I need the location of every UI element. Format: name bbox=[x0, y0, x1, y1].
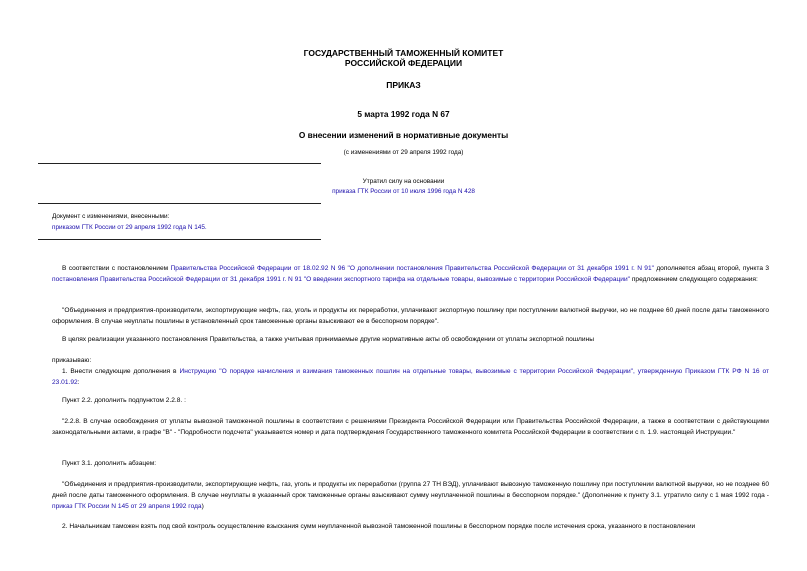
document-type: ПРИКАЗ bbox=[386, 80, 421, 90]
regulation-link[interactable]: постановления Правительства Российской Федерации от 31 декабря 1991 г. N 91 "О введении экспортного тарифа на отдельные товары, вывозимые с территории Российской Федерации" bbox=[52, 276, 630, 283]
status-link[interactable]: приказа ГТК России от 10 июля 1996 года N 428 bbox=[332, 188, 475, 195]
paragraph-4: приказываю: bbox=[52, 357, 92, 364]
paragraph-6: Пункт 2.2. дополнить подпунктом 2.2.8. : bbox=[62, 397, 186, 404]
paragraph-3: В целях реализации указанного постановления Правительства, а также учитывая принимаемые другие нормативные акты об освобождении от уплаты экспортной пошлины bbox=[62, 336, 594, 343]
document-date-number: 5 марта 1992 года N 67 bbox=[357, 109, 450, 119]
paragraph-9 bbox=[52, 479, 769, 512]
text: предложением следующего содержания: bbox=[630, 276, 758, 283]
text: "Объединения и предприятия-производители, экспортирующие нефть, газ, уголь и продукты их переработки (группа 27 ТН ВЭД), уплачивают вывозную таможенную пошлину при поступлении валютной выручки, но не позднее 60 дней после даты таможенного оформления. В случае неуплаты в указанный срок таможенные органы взыскивают сумму неуплаченной пошлины в бесспорном порядке." (Дополнение к пункту 3.1. утратило силу с 1 мая 1992 года - bbox=[52, 481, 769, 499]
divider bbox=[38, 239, 321, 240]
paragraph-2: "Объединения и предприятия-производители, экспортирующие нефть, газ, уголь и продукты их переработки, уплачивают экспортную пошлину при поступлении валютной выручки, но не позднее 60 дней после даты таможенного оформления. В случае неуплаты пошлины в установленный срок таможенные органы взыскивают ее в бесспорном порядке". bbox=[52, 307, 769, 325]
paragraph-5 bbox=[52, 366, 769, 388]
document-title: О внесении изменений в нормативные документы bbox=[298, 130, 509, 140]
text: 1. Внести следующие дополнения в bbox=[62, 368, 180, 375]
changes-link[interactable]: приказом ГТК России от 29 апреля 1992 года N 145. bbox=[52, 224, 207, 231]
regulation-link[interactable]: Правительства Российской Федерации от 18.02.92 N 96 "О дополнении постановления Правительства Российской Федерации от 31 декабря 1991 г. N 91" bbox=[170, 265, 654, 272]
changes-text: Документ с изменениями, внесенными: bbox=[52, 213, 170, 220]
text: В соответствии с постановлением bbox=[62, 265, 171, 272]
text: дополняется абзац второй, пункта 3 bbox=[653, 265, 770, 272]
paragraph-8: Пункт 3.1. дополнить абзацем: bbox=[62, 460, 157, 467]
paragraph-10: 2. Начальникам таможен взять под свой контроль осуществление взыскания сумм неуплаченной вывозной таможенной пошлины в бесспорном порядке после истечения срока, указанного в постановлении bbox=[62, 523, 696, 530]
org-name-line1: ГОСУДАРСТВЕННЫЙ ТАМОЖЕННЫЙ КОМИТЕТ bbox=[303, 48, 504, 58]
text: ) bbox=[201, 503, 204, 510]
amendments-note: (с изменениями от 29 апреля 1992 года) bbox=[343, 149, 464, 156]
paragraph-7: "2.2.8. В случае освобождения от уплаты вывозной таможенной пошлины в соответствии с решениями Президента Российской Федерации или Правительства Российской Федерации, а также в соответствии с действующими законодательными актами, в графе "В" - "Подробности подсчета" указывается номер и дата подтверждения Государственного таможенного комитета Российской Федерации в соответствии с п. 1.9. настоящей Инструкции." bbox=[52, 418, 769, 436]
divider bbox=[38, 163, 321, 164]
status-text: Утратил силу на основании bbox=[362, 178, 445, 185]
instruction-link[interactable]: Инструкцию "О порядке начисления и взимания таможенных пошлин на отдельные товары, вывозимые с территории Российской Федерации", утвержденную Приказом ГТК РФ N 16 от 23.01.92 bbox=[52, 368, 769, 386]
order-link[interactable]: приказ ГТК России N 145 от 29 апреля 1992 года bbox=[52, 503, 202, 510]
org-name-line2: РОССИЙСКОЙ ФЕДЕРАЦИИ bbox=[344, 58, 463, 68]
divider bbox=[38, 203, 321, 204]
paragraph-1 bbox=[52, 263, 769, 285]
text: : bbox=[77, 379, 80, 386]
